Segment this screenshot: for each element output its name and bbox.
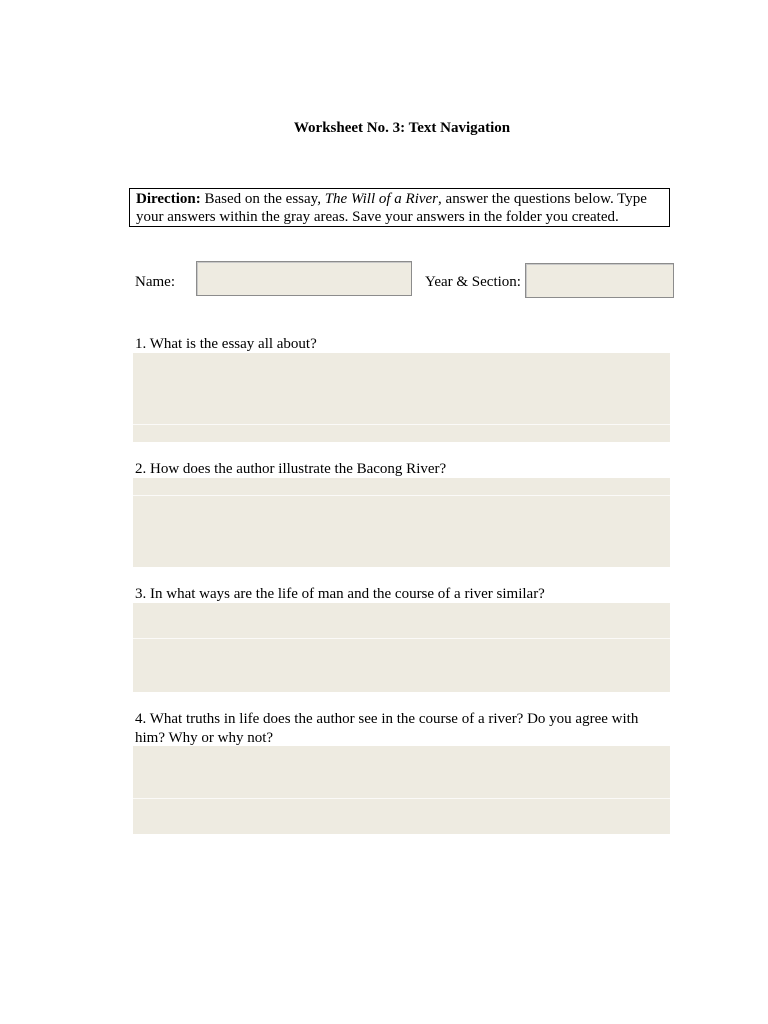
direction-text-after: , answer the questions below. Type your answers within the gray areas. Save your answers in the folder you created. xyxy=(136,191,647,225)
answer-area-2[interactable] xyxy=(133,478,670,567)
question-4: 4. What truths in life does the author see in the course of a river? Do you agree with him? Why or why not? xyxy=(135,711,639,746)
answer-divider xyxy=(133,495,670,496)
direction-box xyxy=(129,188,670,227)
name-label: Name: xyxy=(135,274,175,290)
direction-text-before: Based on the essay, xyxy=(200,191,325,207)
year-section-input[interactable] xyxy=(525,263,674,298)
answer-divider xyxy=(133,638,670,639)
answer-divider xyxy=(133,424,670,425)
question-2: 2. How does the author illustrate the Bacong River? xyxy=(135,461,447,477)
direction-label: Direction: xyxy=(136,191,201,207)
answer-divider xyxy=(133,798,670,799)
question-3: 3. In what ways are the life of man and the course of a river similar? xyxy=(135,586,545,602)
answer-area-4[interactable] xyxy=(133,746,670,834)
page-title: Worksheet No. 3: Text Navigation xyxy=(293,120,511,136)
essay-title: The Will of a River xyxy=(324,191,439,207)
year-section-label: Year & Section: xyxy=(425,274,521,290)
name-input[interactable] xyxy=(196,261,412,296)
question-1: 1. What is the essay all about? xyxy=(135,336,317,352)
answer-area-3[interactable] xyxy=(133,603,670,692)
answer-area-1[interactable] xyxy=(133,353,670,442)
